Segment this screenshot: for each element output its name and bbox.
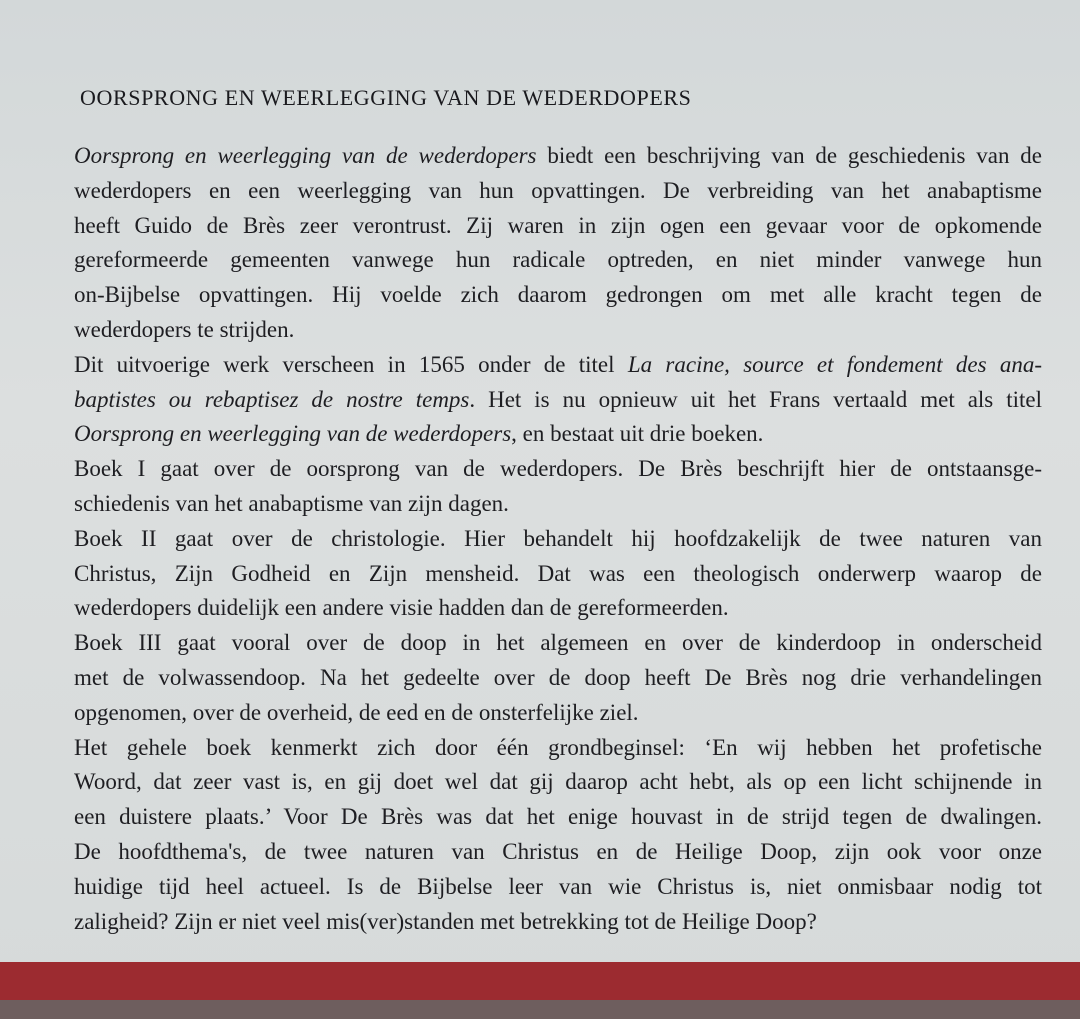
cover-title: OORSPRONG EN WEERLEGGING VAN DE WEDERDOPERS bbox=[80, 84, 692, 110]
text-line bbox=[74, 278, 1042, 313]
text-segment: wederdopers duidelijk een andere visie hadden dan de gereformeerden. bbox=[74, 595, 729, 621]
text-segment: , en bestaat uit drie boeken. bbox=[511, 421, 764, 447]
text-segment: opgenomen, over de overheid, de eed en de onsterfelijke ziel. bbox=[74, 699, 639, 725]
italic-book-title: Oorsprong en weerlegging van de wederdopers bbox=[74, 143, 537, 168]
text-line bbox=[74, 313, 1042, 348]
text-line bbox=[74, 243, 1042, 278]
text-segment: gereformeerde gemeenten vanwege hun radicale optreden, en niet minder vanwege hun bbox=[74, 247, 1042, 273]
text-segment: biedt een beschrijving van de geschiedenis van de bbox=[536, 143, 1043, 168]
text-line bbox=[74, 765, 1042, 800]
italic-book-title: Oorsprong en weerlegging van de wederdopers bbox=[74, 421, 512, 447]
text-line bbox=[74, 383, 1042, 418]
italic-book-title: La racine, source et fondement des ana- bbox=[627, 351, 1042, 377]
red-cover-band bbox=[0, 962, 1080, 1000]
cover-blurb bbox=[74, 139, 1042, 939]
text-segment: . Het is nu opnieuw uit het Frans vertaald met als titel bbox=[469, 386, 1042, 412]
text-segment: wederdopers en een weerlegging van hun opvattingen. De verbreiding van het anabaptisme bbox=[74, 177, 1042, 203]
text-segment: een duistere plaats.’ Voor De Brès was dat het enige houvast in de strijd tegen de dwalingen. bbox=[74, 804, 1042, 830]
text-segment: Woord, dat zeer vast is, en gij doet wel dat gij daarop acht hebt, als op een licht schijnende in bbox=[74, 769, 1042, 795]
text-segment: Dit uitvoerige werk verscheen in 1565 onder de titel bbox=[74, 351, 628, 377]
text-segment: Boek II gaat over de christologie. Hier behandelt hij hoofdzakelijk de twee naturen van bbox=[74, 525, 1042, 551]
text-line bbox=[74, 696, 1042, 731]
italic-book-title: baptistes ou rebaptisez de nostre temps bbox=[74, 386, 470, 412]
text-line bbox=[74, 800, 1042, 835]
text-line bbox=[74, 905, 1042, 940]
gray-cover-band bbox=[0, 1000, 1080, 1019]
text-line bbox=[74, 348, 1042, 383]
text-line bbox=[74, 835, 1042, 870]
text-line bbox=[74, 870, 1042, 905]
text-line bbox=[74, 591, 1042, 626]
text-line bbox=[74, 139, 1042, 174]
text-line bbox=[74, 557, 1042, 592]
text-segment: zaligheid? Zijn er niet veel mis(ver)standen met betrekking tot de Heilige Doop? bbox=[74, 908, 817, 934]
text-segment: Boek III gaat vooral over de doop in het algemeen en over de kinderdoop in onderscheid bbox=[74, 630, 1042, 656]
text-segment: huidige tijd heel actueel. Is de Bijbelse leer van wie Christus is, niet onmisbaar nodig tot bbox=[74, 873, 1042, 899]
text-line bbox=[74, 452, 1042, 487]
text-segment: Het gehele boek kenmerkt zich door één grondbeginsel: ‘En wij hebben het profetische bbox=[74, 734, 1042, 760]
text-segment: heeft Guido de Brès zeer verontrust. Zij waren in zijn ogen een gevaar voor de opkomende bbox=[74, 212, 1042, 238]
text-segment: De hoofdthema's, de twee naturen van Christus en de Heilige Doop, zijn ook voor onze bbox=[74, 838, 1042, 864]
text-line bbox=[74, 174, 1042, 209]
text-line bbox=[74, 661, 1042, 696]
text-segment: wederdopers te strijden. bbox=[74, 316, 295, 342]
text-segment: on-Bijbelse opvattingen. Hij voelde zich daarom gedrongen om met alle kracht tegen de bbox=[74, 282, 1042, 308]
text-segment: met de volwassendoop. Na het gedeelte over de doop heeft De Brès nog drie verhandelingen bbox=[74, 664, 1042, 690]
text-line bbox=[74, 522, 1042, 557]
text-line bbox=[74, 209, 1042, 244]
text-line bbox=[74, 487, 1042, 522]
text-line bbox=[74, 731, 1042, 766]
text-line bbox=[74, 417, 1042, 452]
text-segment: Boek I gaat over de oorsprong van de wederdopers. De Brès beschrijft hier de ontstaansge- bbox=[74, 456, 1042, 482]
text-line bbox=[74, 626, 1042, 661]
text-segment: schiedenis van het anabaptisme van zijn dagen. bbox=[74, 490, 509, 516]
text-segment: Christus, Zijn Godheid en Zijn mensheid. Dat was een theologisch onderwerp waarop de bbox=[74, 560, 1042, 586]
